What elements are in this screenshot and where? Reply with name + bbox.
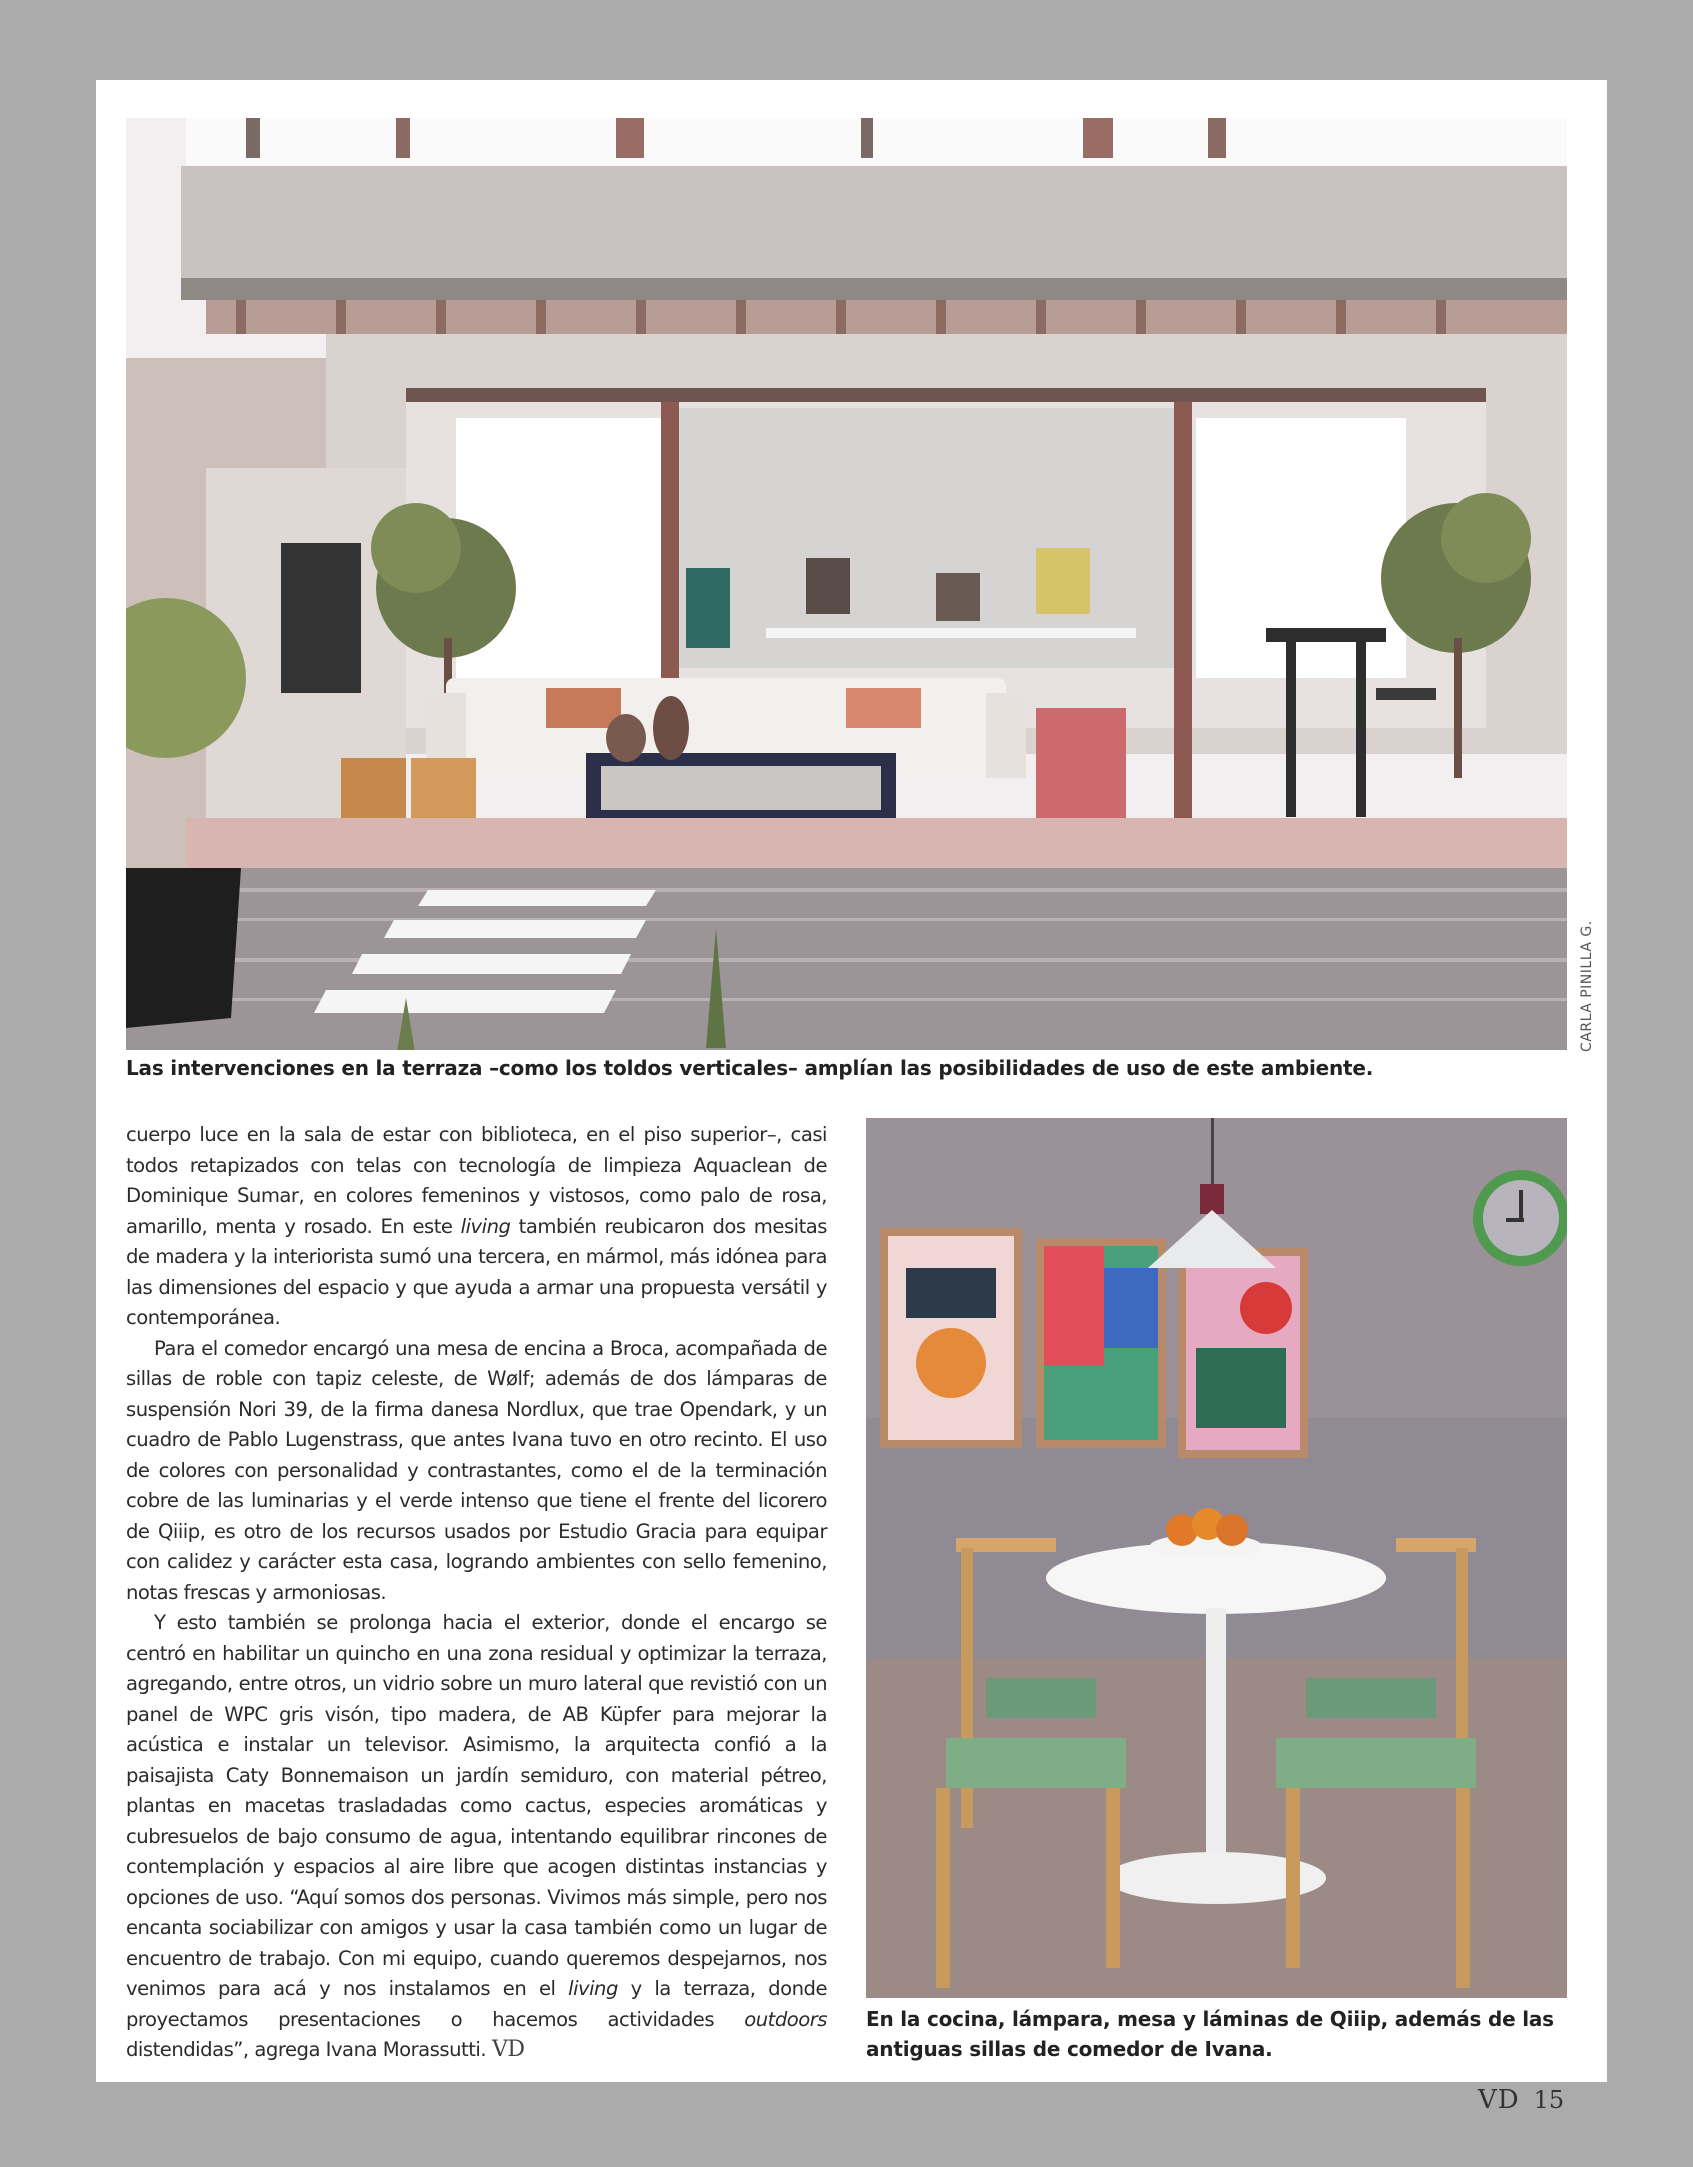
article-paragraph-2: Para el comedor encargó una mesa de encina a Broca, acompañada de sillas de roble con tapiz celeste, de Wølf; además de dos lámparas de suspensión Nori 39, de la firma danesa Nordlux, que trae Opendark, y un cuadro de Pablo Lugenstrass, que antes Ivana tuvo en otro recinto. El uso de colores con personalidad y contrastantes, como el de la terminación cobre de las luminarias y el verde intenso que tiene el frente del licorero de Qiiip, es otro de los recursos usados por Estudio Gracia para equipar con calidez y carácter esta casa, logrando ambientes con sello femenino, notas frescas y armoniosas. — [126, 1336, 827, 1604]
magazine-page — [96, 80, 1607, 2082]
kitchen-caption: En la cocina, lámpara, mesa y láminas de Qiiip, además de las antiguas sillas de comedor de Ivana. — [866, 2007, 1554, 2061]
kitchen-photo — [866, 1118, 1567, 1998]
article-paragraph-3: Y esto también se prolonga hacia el exterior, donde el encargo se centró en habilitar un quincho en una zona residual y optimizar la terraza, agregando, entre otros, un vidrio sobre un muro lateral que revistió con un panel de WPC gris visón, tipo madera, de AB Küpfer para mejorar la acústica e instalar un televisor. Asimismo, la arquitecta confió a la paisajista Caty Bonnemaison un jardín semiduro, con material pétreo, plantas en macetas trasladadas como cactus, especies aromáticas y cubresuelos de bajo consumo de agua, intentando equilibrar rincones de contemplación y espacios al aire libre que acogen distintas instancias y opciones de uso. “Aquí somos dos personas. Vivimos más simple, pero nos encanta sociabilizar con amigos y usar la casa también como un lugar de encuentro de trabajo. Con mi equipo, cuando queremos despejarnos, nos venimos para acá y nos instalamos en el living y la terraza, donde proyectamos presentaciones o hacemos actividades outdoors distendidas”, agrega Ivana Morassutti. VD — [126, 1611, 828, 2062]
terrace-photo — [126, 118, 1567, 1050]
magazine-logo: VD — [1478, 2085, 1520, 2115]
end-mark: VD — [492, 2037, 525, 2062]
terrace-illustration — [126, 118, 1567, 1050]
terrace-caption: Las intervenciones en la terraza –como los toldos verticales– amplían las posibilidades de uso de este ambiente. — [126, 1056, 1374, 1080]
photo-credit: CARLA PINILLA G. — [1579, 920, 1595, 1052]
page-number: 15 — [1533, 2086, 1565, 2114]
page-folio — [1478, 2085, 1564, 2115]
kitchen-illustration — [866, 1118, 1567, 1998]
article-body — [126, 1120, 827, 2066]
article-paragraph-1: cuerpo luce en la sala de estar con biblioteca, en el piso superior–, casi todos retapizados con telas con tecnología de limpieza Aquaclean de Dominique Sumar, en colores femeninos y vistosos, como palo de rosa, amarillo, menta y rosado. En este living también reubicaron dos mesitas de madera y la interiorista sumó una tercera, en mármol, más idónea para las dimensiones del espacio y que ayuda a armar una propuesta versátil y contemporánea. — [126, 1123, 827, 1329]
